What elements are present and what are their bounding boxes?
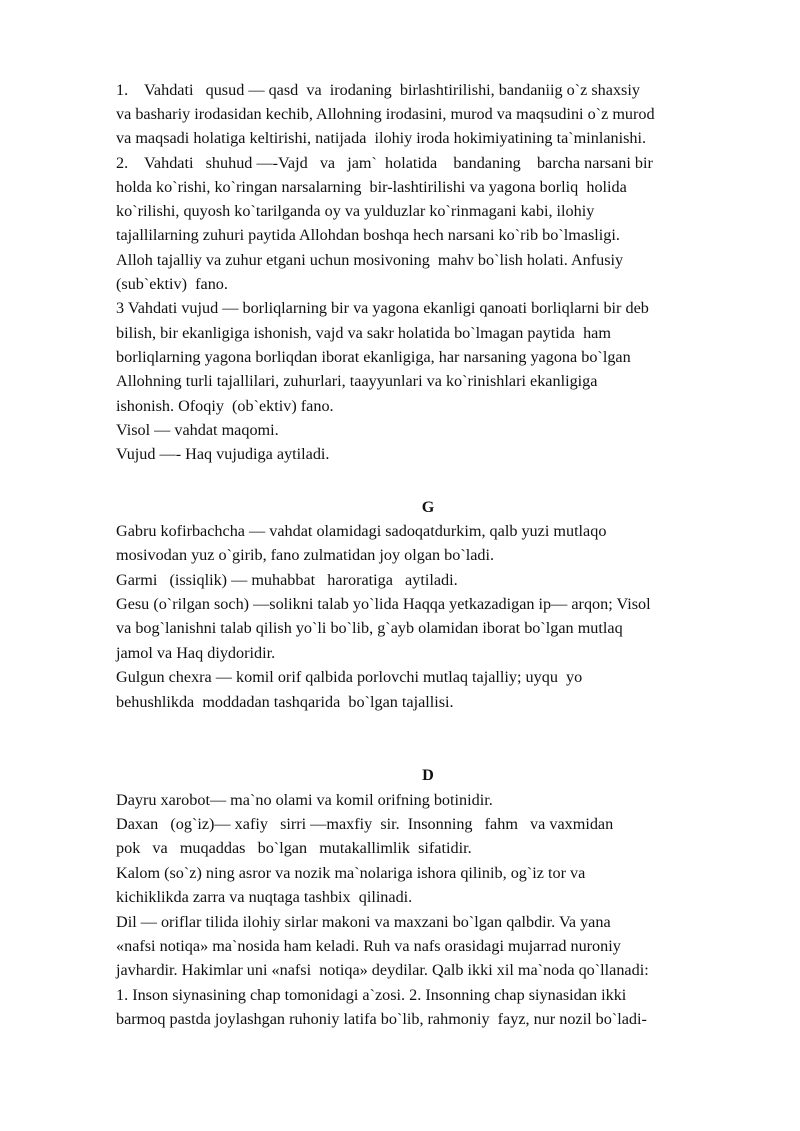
text-line: Dil — oriflar tilida ilohiy sirlar makoni va maxzani bo`lgan qalbdir. Va yana <box>116 913 611 931</box>
text-line: borliqlarning yagona borliqdan iborat ekanligiga, har narsaning yagona bo`lgan <box>116 348 631 366</box>
text-line: Daxan (og`iz)— xafiy sirri —maxfiy sir. Insonning fahm va vaxmidan <box>116 815 614 833</box>
text-line: va bog`lanishni talab qilish yo`li bo`lib, g`ayb olamidan iborat bo`lgan mutlaq <box>116 619 623 637</box>
text-line: barmoq pastda joylashgan ruhoniy latifa bo`lib, rahmoniy fayz, nur nozil bo`ladi- <box>116 1010 647 1028</box>
text-line: behushlikda moddadan tashqarida bo`lgan tajallisi. <box>116 693 454 711</box>
text-line: «nafsi notiqa» ma`nosida ham keladi. Ruh va nafs orasidagi mujarrad nuroniy <box>116 937 621 955</box>
text-line: 1. Inson siynasining chap tomonidagi a`zosi. 2. Insonning chap siynasidan ikki <box>116 986 627 1004</box>
text-line: Gesu (o`rilgan soch) —solikni talab yo`lida Haqqa yetkazadigan ip— arqon; Visol <box>116 595 651 613</box>
text-line: 1. Vahdati qusud — qasd va irodaning birlashtirilishi, bandaniig o`z shaxsiy <box>116 81 640 99</box>
text-line: Alloh tajalliy va zuhur etgani uchun mosivoning mahv bo`lish holati. Anfusiy <box>116 251 624 269</box>
text-line: Kalom (so`z) ning asror va nozik ma`nolariga ishora qilinib, og`iz tor va <box>116 864 586 882</box>
text-line: 2. Vahdati shuhud —-Vajd va jam` holatida bandaning barcha narsani bir <box>116 154 653 172</box>
text-line: ko`rilishi, quyosh ko`tarilganda oy va yulduzlar ko`rinmagani kabi, ilohiy <box>116 202 595 220</box>
text-line: Gabru kofirbachcha — vahdat olamidagi sadoqatdurkim, qalb yuzi mutlaqo <box>116 522 607 540</box>
text-line: mosivodan yuz o`girib, fano zulmatidan joy olgan bo`ladi. <box>116 546 495 564</box>
text-line: bilish, bir ekanligiga ishonish, vajd va sakr holatida bo`lmagan paytida ham <box>116 324 611 342</box>
text-line: kichiklikda zarra va nuqtaga tashbix qilinadi. <box>116 888 413 906</box>
section-heading: D <box>422 766 434 784</box>
text-line: Allohning turli tajallilari, zuhurlari, taayyunlari va ko`rinishlari ekanligiga <box>116 372 598 390</box>
text-line: Garmi (issiqlik) — muhabbat haroratiga aytiladi. <box>116 571 458 589</box>
text-line: va maqsadi holatiga keltirishi, natijada ilohiy iroda hokimiyatining ta`minlanishi. <box>116 129 647 147</box>
text-line: ishonish. Ofoqiy (ob`ektiv) fano. <box>116 397 334 415</box>
section-heading: G <box>421 498 435 516</box>
text-line: Vujud —- Haq vujudiga aytiladi. <box>116 445 330 463</box>
text-line: jamol va Haq diydoridir. <box>116 644 276 662</box>
text-line: holda ko`rishi, ko`ringan narsalarning bir-lashtirilishi va yagona borliq holida <box>116 178 627 196</box>
text-line: Dayru xarobot— ma`no olami va komil orifning botinidir. <box>116 791 493 809</box>
text-line: (sub`ektiv) fano. <box>116 275 228 293</box>
text-line: Gulgun chexra — komil orif qalbida porlovchi mutlaq tajalliy; uyqu yo <box>116 668 583 686</box>
text-line: javhardir. Hakimlar uni «nafsi notiqa» deydilar. Qalb ikki xil ma`noda qo`llanadi: <box>116 961 649 979</box>
text-line: va bashariy irodasidan kechib, Allohning irodasini, murod va maqsudini o`z murod <box>116 105 655 123</box>
text-line: tajallilarning zuhuri paytida Allohdan boshqa hech narsani ko`rib bo`lmasligi. <box>116 226 620 244</box>
text-line: pok va muqaddas bo`lgan mutakallimlik sifatidir. <box>116 839 472 857</box>
text-line: 3 Vahdati vujud — borliqlarning bir va yagona ekanligi qanoati borliqlarni bir deb <box>116 299 649 317</box>
text-line: Visol — vahdat maqomi. <box>116 421 279 439</box>
